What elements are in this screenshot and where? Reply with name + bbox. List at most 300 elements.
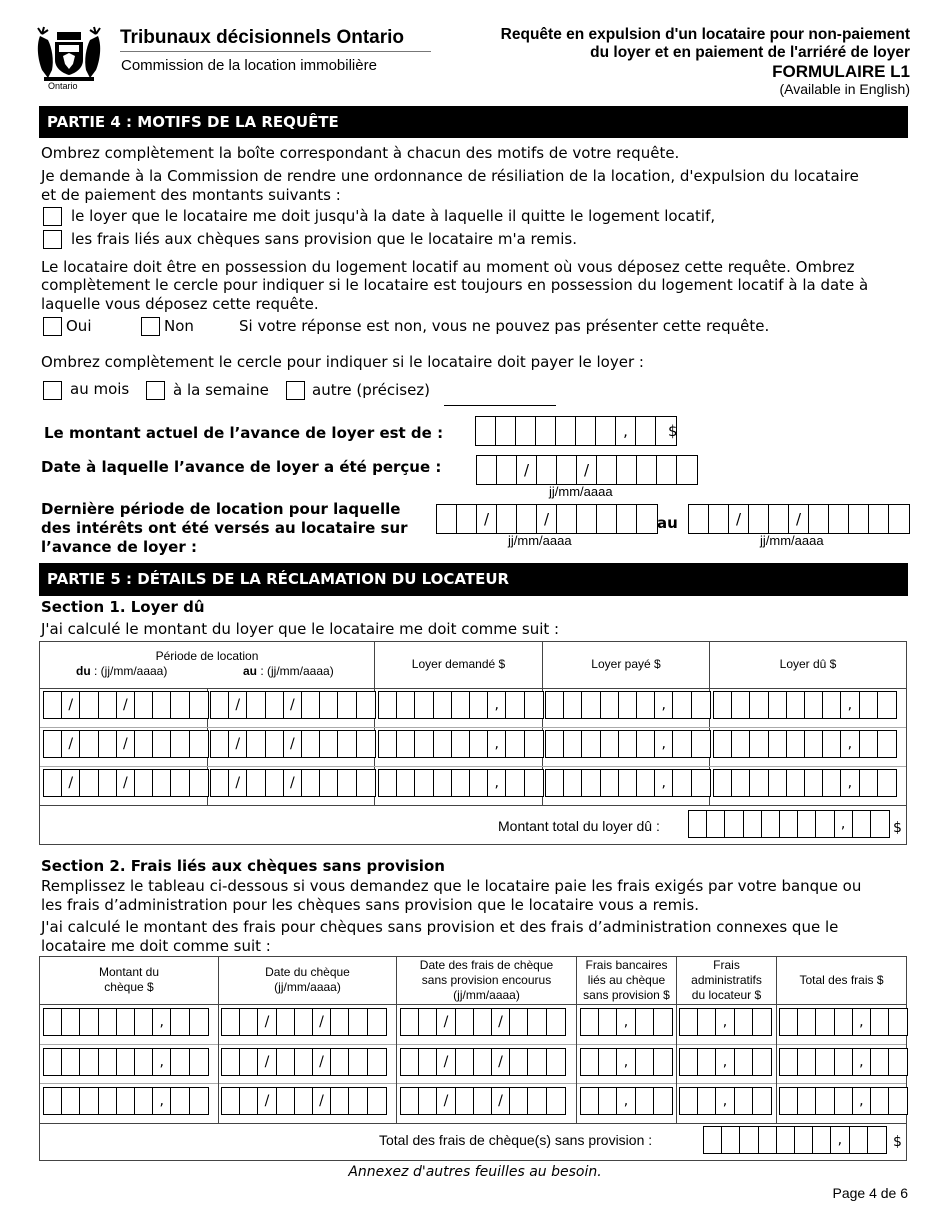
char-cell [474, 1009, 492, 1035]
char-cell [798, 1049, 816, 1075]
s1-row1-owing[interactable] [713, 691, 897, 719]
pay-other-input[interactable] [444, 386, 556, 406]
date-separator: / [258, 1049, 276, 1075]
char-cell [80, 1009, 98, 1035]
char-cell [795, 1127, 813, 1153]
char-cell [190, 692, 208, 718]
char-cell [850, 1127, 868, 1153]
char-cell [871, 1049, 889, 1075]
s2-row1-nsf-date[interactable] [400, 1008, 566, 1036]
nsf-charges-checkbox[interactable] [43, 230, 62, 249]
date-separator: / [229, 731, 247, 757]
char-cell [735, 1049, 753, 1075]
char-cell [798, 811, 816, 837]
date-separator: / [477, 505, 497, 533]
char-cell [680, 1009, 698, 1035]
char-cell [750, 692, 768, 718]
char-cell [277, 1009, 295, 1035]
interest-line2: des intérêts ont été versés au locataire sur [41, 519, 408, 537]
char-cell [401, 1049, 419, 1075]
char-cell [525, 692, 543, 718]
s2-bank-l2: liés au chèque [587, 973, 666, 987]
part4-instruction: Ombrez complètement la boîte correspondant à chacun des motifs de votre requête. [41, 144, 680, 162]
char-cell [135, 692, 153, 718]
s1-row3-from-date[interactable] [43, 769, 209, 797]
deposit-amount-input[interactable] [475, 416, 677, 446]
char-cell [135, 770, 153, 796]
s1-hline-1 [40, 688, 906, 689]
char-cell [497, 456, 517, 484]
s1-row2-to-date[interactable] [210, 730, 376, 758]
char-cell [247, 731, 265, 757]
char-cell [835, 1088, 853, 1114]
s2-nsf-date-header [397, 958, 576, 1003]
interest-from-format: jj/mm/aaaa [508, 533, 572, 548]
deposit-date-input[interactable] [476, 455, 698, 485]
decimal-separator: , [153, 1088, 171, 1114]
decimal-separator: , [835, 811, 853, 837]
s1-row2-owing[interactable] [713, 730, 897, 758]
form-title-line1: Requête en expulsion d'un locataire pour non-paiement [500, 26, 910, 43]
char-cell [889, 1009, 907, 1035]
char-cell [673, 692, 691, 718]
char-cell [295, 1049, 313, 1075]
char-cell [769, 770, 787, 796]
pay-weekly-checkbox[interactable] [146, 381, 165, 400]
char-cell [434, 731, 452, 757]
char-cell [171, 731, 189, 757]
interest-to-label: au [657, 514, 678, 532]
char-cell [153, 731, 171, 757]
char-cell [171, 1088, 189, 1114]
s1-row2-charged[interactable] [378, 730, 544, 758]
char-cell [692, 692, 710, 718]
char-cell [769, 505, 789, 533]
date-separator: / [62, 731, 80, 757]
char-cell [636, 417, 656, 445]
s1-row1-charged[interactable] [378, 691, 544, 719]
char-cell [437, 505, 457, 533]
s2-admin-l3: du locateur $ [691, 988, 762, 1002]
s2-row2-date[interactable] [221, 1048, 387, 1076]
char-cell [744, 811, 762, 837]
char-cell [266, 770, 284, 796]
char-cell [581, 1009, 599, 1035]
char-cell [780, 1049, 798, 1075]
possession-yes-checkbox[interactable] [43, 317, 62, 336]
deposit-amount-label: Le montant actuel de l’avance de loyer est de : [44, 424, 444, 442]
char-cell [456, 1049, 474, 1075]
s1-row2-from-date[interactable] [43, 730, 209, 758]
char-cell [740, 1127, 758, 1153]
page-number: Page 4 de 6 [832, 1185, 908, 1201]
s1-charged-header: Loyer demandé $ [411, 657, 506, 671]
char-cell [456, 1009, 474, 1035]
possession-no-note: Si votre réponse est non, vous ne pouvez pas présenter cette requête. [239, 317, 770, 335]
char-cell [673, 770, 691, 796]
decimal-separator: , [488, 692, 506, 718]
char-cell [750, 731, 768, 757]
decimal-separator: , [616, 417, 636, 445]
char-cell [619, 731, 637, 757]
s2-row1-amount[interactable] [43, 1008, 209, 1036]
char-cell [135, 731, 153, 757]
char-cell [302, 731, 320, 757]
s2-row3-amount[interactable] [43, 1087, 209, 1115]
s1-row1-to-date[interactable] [210, 691, 376, 719]
char-cell [171, 1009, 189, 1035]
char-cell [302, 692, 320, 718]
char-cell [470, 770, 488, 796]
decimal-separator: , [488, 731, 506, 757]
form-id: FORMULAIRE L1 [772, 62, 910, 81]
char-cell [835, 1009, 853, 1035]
char-cell [753, 1088, 771, 1114]
char-cell [99, 692, 117, 718]
char-cell [537, 456, 557, 484]
char-cell [557, 505, 577, 533]
char-cell [680, 1049, 698, 1075]
pay-question: Ombrez complètement le cercle pour indiquer si le locataire doit payer le loyer : [41, 353, 644, 371]
char-cell [780, 1088, 798, 1114]
char-cell [798, 1088, 816, 1114]
s2-row1-bank-fee[interactable] [580, 1008, 673, 1036]
char-cell [601, 692, 619, 718]
interest-from-date-input[interactable] [436, 504, 658, 534]
nsf-charges-label: les frais liés aux chèques sans provision que le locataire m'a remis. [71, 230, 577, 248]
char-cell [452, 692, 470, 718]
char-cell [698, 1088, 716, 1114]
char-cell [601, 731, 619, 757]
char-cell [222, 1049, 240, 1075]
char-cell [582, 731, 600, 757]
char-cell [240, 1009, 258, 1035]
section1-intro: J'ai calculé le montant du loyer que le locataire me doit comme suit : [41, 620, 560, 638]
org-subtitle: Commission de la location immobilière [121, 57, 377, 74]
s1-total-currency: $ [893, 820, 902, 836]
decimal-separator: , [841, 692, 859, 718]
char-cell [547, 1009, 565, 1035]
date-separator: / [117, 731, 135, 757]
char-cell [211, 731, 229, 757]
date-separator: / [284, 770, 302, 796]
char-cell [190, 770, 208, 796]
s2-row1-date[interactable] [221, 1008, 387, 1036]
char-cell [547, 1049, 565, 1075]
char-cell [787, 731, 805, 757]
char-cell [878, 731, 896, 757]
char-cell [171, 1049, 189, 1075]
char-cell [759, 1127, 777, 1153]
s1-row3-to-date[interactable] [210, 769, 376, 797]
request-line2: et de paiement des montants suivants : [41, 186, 341, 204]
s1-period-title: Période de location [155, 649, 259, 663]
char-cell [722, 1127, 740, 1153]
s2-row2-admin-fee[interactable] [679, 1048, 772, 1076]
s2-row2-total[interactable] [779, 1048, 908, 1076]
s2-hline-2 [40, 1123, 906, 1124]
char-cell [577, 505, 597, 533]
s1-period-header [40, 649, 374, 664]
char-cell [677, 456, 697, 484]
char-cell [117, 1088, 135, 1114]
date-separator: / [313, 1049, 331, 1075]
s2-admin-header [677, 958, 776, 1003]
char-cell [401, 1088, 419, 1114]
char-cell [798, 1009, 816, 1035]
s2-row3-nsf-date[interactable] [400, 1087, 566, 1115]
s1-row2-paid[interactable] [545, 730, 711, 758]
char-cell [805, 770, 823, 796]
char-cell [546, 692, 564, 718]
decimal-separator: , [853, 1009, 871, 1035]
char-cell [813, 1127, 831, 1153]
char-cell [809, 505, 829, 533]
section1-title: Section 1. Loyer dû [41, 598, 205, 616]
char-cell [714, 770, 732, 796]
char-cell [714, 692, 732, 718]
char-cell [597, 505, 617, 533]
char-cell [735, 1088, 753, 1114]
char-cell [190, 1049, 208, 1075]
date-separator: / [284, 692, 302, 718]
char-cell [692, 770, 710, 796]
s1-paid-header: Loyer payé $ [591, 657, 661, 671]
s2-nsf-date-l2: sans provision encourus [421, 973, 552, 987]
attach-note: Annexez d'autres feuilles au besoin. [348, 1164, 602, 1180]
char-cell [777, 1127, 795, 1153]
char-cell [506, 770, 524, 796]
char-cell [331, 1009, 349, 1035]
char-cell [349, 1088, 367, 1114]
char-cell [99, 1088, 117, 1114]
s2-row2-nsf-date[interactable] [400, 1048, 566, 1076]
date-separator: / [313, 1009, 331, 1035]
date-separator: / [729, 505, 749, 533]
char-cell [637, 505, 657, 533]
s1-row3-charged[interactable] [378, 769, 544, 797]
char-cell [637, 770, 655, 796]
form-title-block [430, 26, 910, 97]
char-cell [581, 1049, 599, 1075]
char-cell [835, 1049, 853, 1075]
date-separator: / [284, 731, 302, 757]
char-cell [266, 731, 284, 757]
char-cell [419, 1088, 437, 1114]
char-cell [617, 456, 637, 484]
s1-row-sep-1 [40, 727, 906, 728]
char-cell [80, 1049, 98, 1075]
s2-total-input[interactable] [703, 1126, 887, 1154]
s2-total-header: Total des frais $ [799, 973, 884, 987]
char-cell [44, 1009, 62, 1035]
char-cell [497, 505, 517, 533]
s2-amount-header [40, 965, 218, 995]
char-cell [190, 1009, 208, 1035]
decimal-separator: , [655, 770, 673, 796]
char-cell [816, 811, 834, 837]
possession-yes-label: Oui [66, 317, 92, 335]
char-cell [211, 770, 229, 796]
possession-no-checkbox[interactable] [141, 317, 160, 336]
s2-row2-bank-fee[interactable] [580, 1048, 673, 1076]
decimal-separator: , [841, 731, 859, 757]
char-cell [510, 1049, 528, 1075]
date-separator: / [258, 1088, 276, 1114]
char-cell [357, 770, 375, 796]
decimal-separator: , [716, 1009, 734, 1035]
char-cell [860, 731, 878, 757]
char-cell [698, 1049, 716, 1075]
char-cell [117, 1009, 135, 1035]
pay-other-checkbox[interactable] [286, 381, 305, 400]
s2-row3-bank-fee[interactable] [580, 1087, 673, 1115]
s2-row3-date[interactable] [221, 1087, 387, 1115]
char-cell [750, 770, 768, 796]
char-cell [599, 1009, 617, 1035]
rent-owing-checkbox[interactable] [43, 207, 62, 226]
s2-bank-l1: Frais bancaires [585, 958, 668, 972]
s2-bank-header [577, 958, 676, 1003]
char-cell [44, 1049, 62, 1075]
char-cell [849, 505, 869, 533]
s2-row2-amount[interactable] [43, 1048, 209, 1076]
s1-row1-from-date[interactable] [43, 691, 209, 719]
char-cell [44, 731, 62, 757]
interest-to-date-input[interactable] [688, 504, 910, 534]
char-cell [816, 1049, 834, 1075]
char-cell [44, 1088, 62, 1114]
char-cell [860, 692, 878, 718]
char-cell [456, 1088, 474, 1114]
interest-line1: Dernière période de location pour laquelle [41, 500, 401, 518]
char-cell [564, 770, 582, 796]
possession-line1: Le locataire doit être en possession du logement locatif au moment où vous déposez cette requête. Ombrez [41, 258, 855, 276]
s2-row1-admin-fee[interactable] [679, 1008, 772, 1036]
s1-row3-owing[interactable] [713, 769, 897, 797]
char-cell [769, 731, 787, 757]
date-separator: / [62, 692, 80, 718]
char-cell [368, 1009, 386, 1035]
date-separator: / [437, 1009, 455, 1035]
char-cell [240, 1049, 258, 1075]
decimal-separator: , [655, 692, 673, 718]
char-cell [753, 1049, 771, 1075]
char-cell [889, 1088, 907, 1114]
char-cell [247, 770, 265, 796]
char-cell [62, 1049, 80, 1075]
s1-to-header [243, 664, 334, 679]
char-cell [153, 770, 171, 796]
char-cell [878, 770, 896, 796]
char-cell [99, 770, 117, 796]
s2-date-l2: (jj/mm/aaaa) [274, 980, 341, 994]
char-cell [62, 1088, 80, 1114]
char-cell [704, 1127, 722, 1153]
decimal-separator: , [716, 1049, 734, 1075]
coat-of-arms-icon [34, 26, 104, 84]
char-cell [419, 1049, 437, 1075]
char-cell [331, 1049, 349, 1075]
char-cell [368, 1049, 386, 1075]
char-cell [506, 731, 524, 757]
char-cell [698, 1009, 716, 1035]
char-cell [582, 770, 600, 796]
char-cell [190, 1088, 208, 1114]
char-cell [338, 692, 356, 718]
s1-from-bold: du [76, 664, 91, 678]
char-cell [692, 731, 710, 757]
s2-date-l1: Date du chèque [265, 965, 350, 979]
char-cell [452, 731, 470, 757]
s1-owing-header: Loyer dû $ [779, 657, 837, 671]
s2-p2-line2: locataire me doit comme suit : [41, 937, 271, 955]
char-cell [680, 1088, 698, 1114]
char-cell [419, 1009, 437, 1035]
char-cell [582, 692, 600, 718]
char-cell [599, 1088, 617, 1114]
char-cell [516, 417, 536, 445]
char-cell [576, 417, 596, 445]
s2-row3-total[interactable] [779, 1087, 908, 1115]
char-cell [357, 731, 375, 757]
s2-row3-admin-fee[interactable] [679, 1087, 772, 1115]
char-cell [44, 692, 62, 718]
char-cell [617, 505, 637, 533]
char-cell [171, 770, 189, 796]
char-cell [599, 1049, 617, 1075]
deposit-currency: $ [668, 422, 678, 440]
char-cell [222, 1088, 240, 1114]
char-cell [536, 417, 556, 445]
s1-row1-paid[interactable] [545, 691, 711, 719]
s1-total-input[interactable] [688, 810, 890, 838]
char-cell [517, 505, 537, 533]
char-cell [829, 505, 849, 533]
char-cell [470, 731, 488, 757]
char-cell [99, 1049, 117, 1075]
char-cell [320, 692, 338, 718]
s2-amount-l1: Montant du [98, 965, 160, 979]
char-cell [277, 1088, 295, 1114]
char-cell [506, 692, 524, 718]
date-separator: / [117, 692, 135, 718]
decimal-separator: , [716, 1088, 734, 1114]
date-separator: / [517, 456, 537, 484]
char-cell [732, 692, 750, 718]
char-cell [211, 692, 229, 718]
char-cell [597, 456, 617, 484]
date-separator: / [258, 1009, 276, 1035]
char-cell [510, 1009, 528, 1035]
s1-row3-paid[interactable] [545, 769, 711, 797]
char-cell [397, 731, 415, 757]
s1-from-rest: : (jj/mm/aaaa) [90, 664, 168, 678]
s2-row1-total[interactable] [779, 1008, 908, 1036]
pay-other-label: autre (précisez) [312, 381, 431, 399]
pay-monthly-checkbox[interactable] [43, 381, 62, 400]
char-cell [434, 692, 452, 718]
char-cell [596, 417, 616, 445]
interest-line3: l’avance de loyer : [41, 538, 197, 556]
s2-p1-line2: les frais d’administration pour les chèques sans provision que le locataire vous a remis. [41, 896, 700, 914]
decimal-separator: , [853, 1049, 871, 1075]
s2-total-label: Total des frais de chèque(s) sans provision : [379, 1132, 653, 1148]
interest-to-format: jj/mm/aaaa [760, 533, 824, 548]
char-cell [654, 1049, 672, 1075]
char-cell [636, 1049, 654, 1075]
char-cell [302, 770, 320, 796]
